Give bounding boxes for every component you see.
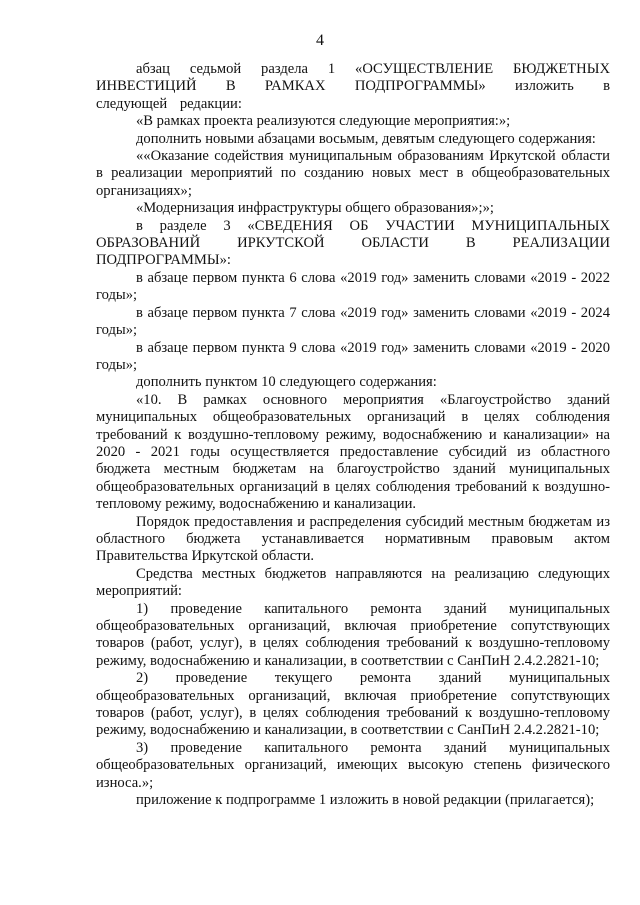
document-body xyxy=(96,61,610,809)
quoted-paragraph: «10. В рамках основного мероприятия «Благоустройство зданий муниципальных общеобразовательных организаций в целях соблюдения требований к воздушно-тепловому режиму, водоснабжению и канализации» на 2020 - 2021 годы осуществляется предоставление субсидий из областного бюджета местным бюджетам на благоустройство зданий муниципальных общеобразовательных организаций в целях соблюдения требований к воздушно-тепловому режиму, водоснабжению и канализации. xyxy=(96,391,610,513)
quoted-paragraph: «Модернизация инфраструктуры общего образования»;»; xyxy=(136,200,494,217)
quoted-paragraph: ««Оказание содействия муниципальным образованиям Иркутской области в реализации мероприятий по созданию новых мест в общеобразовательных организациях»; xyxy=(96,148,610,199)
list-item: 2) проведение текущего ремонта зданий муниципальных общеобразовательных организаций, включая приобретение сопутствующих товаров (работ, услуг), в целях соблюдения требований к воздушно-тепловому режиму, водоснабжению и канализации, в соответствии с СанПиН 2.4.2.2821-10; xyxy=(96,670,610,739)
quoted-paragraph: «В рамках проекта реализуются следующие мероприятия:»; xyxy=(136,113,511,130)
quoted-paragraph: Порядок предоставления и распределения субсидий местным бюджетам из областного бюджета устанавливается нормативным правовым актом Правительства Иркутской области. xyxy=(96,513,610,565)
page-number: 4 xyxy=(316,32,324,49)
amendment-paragraph: в абзаце первом пункта 6 слова «2019 год» заменить словами «2019 - 2022 годы»; xyxy=(96,269,610,304)
amendment-paragraph: в абзаце первом пункта 7 слова «2019 год» заменить словами «2019 - 2024 годы»; xyxy=(96,304,610,339)
amendment-paragraph: дополнить новыми абзацами восьмым, девятым следующего содержания: xyxy=(136,130,596,147)
amendment-paragraph: дополнить пунктом 10 следующего содержания: xyxy=(136,374,437,391)
amendment-paragraph: абзац седьмой раздела 1 «ОСУЩЕСТВЛЕНИЕ БЮДЖЕТНЫХ ИНВЕСТИЦИЙ В РАМКАХ ПОДПРОГРАММЫ» изложить в следующей редакции: xyxy=(96,61,610,112)
list-item: 3) проведение капитального ремонта зданий муниципальных общеобразовательных организаций, имеющих высокую степень физического износа.»; xyxy=(96,739,610,791)
amendment-paragraph: приложение к подпрограмме 1 изложить в новой редакции (прилагается); xyxy=(136,792,595,809)
quoted-paragraph: Средства местных бюджетов направляются на реализацию следующих мероприятий: xyxy=(96,565,610,600)
amendment-paragraph: в абзаце первом пункта 9 слова «2019 год» заменить словами «2019 - 2020 годы»; xyxy=(96,339,610,373)
list-item: 1) проведение капитального ремонта зданий муниципальных общеобразовательных организаций, включая приобретение сопутствующих товаров (работ, услуг), в целях соблюдения требований к воздушно-тепловому режиму, водоснабжению и канализации, в соответствии с СанПиН 2.4.2.2821-10; xyxy=(96,600,610,669)
amendment-paragraph: в разделе 3 «СВЕДЕНИЯ ОБ УЧАСТИИ МУНИЦИПАЛЬНЫХ ОБРАЗОВАНИЙ ИРКУТСКОЙ ОБЛАСТИ В РЕАЛИЗАЦИИ ПОДПРОГРАММЫ»: xyxy=(96,217,610,269)
